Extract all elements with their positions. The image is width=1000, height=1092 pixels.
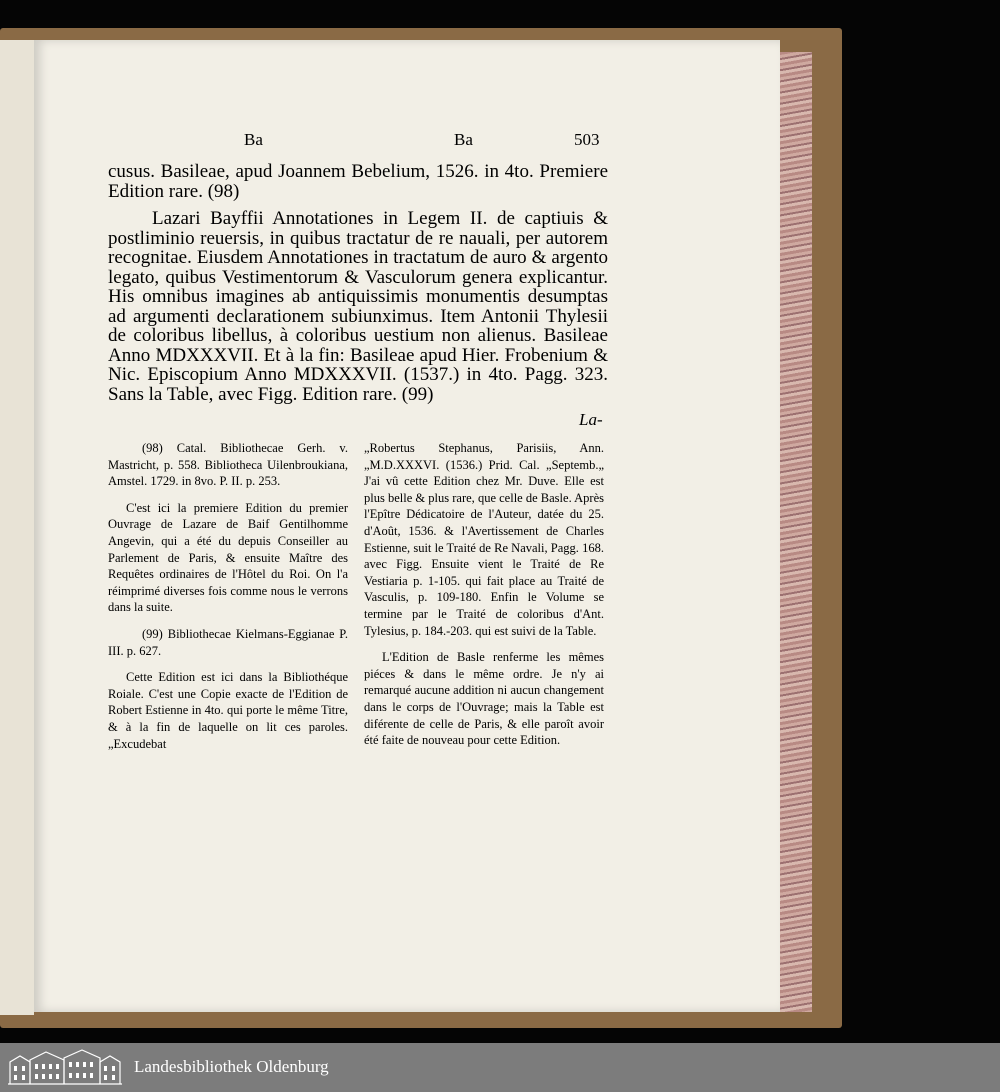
library-name[interactable]: Landesbibliothek Oldenburg	[134, 1057, 329, 1076]
note-99: (99) Bibliothecae Kielmans-Eggianae P. III. p. 627.	[108, 626, 348, 658]
main-paragraph-1: cusus. Basileae, apud Joannem Bebelium, 1526. in 4to. Premiere Edition rare. (98)	[108, 161, 608, 202]
header-center: Ba	[454, 130, 473, 149]
note-98: (98) Catal. Bibliothecae Gerh. v. Mastricht, p. 558. Bibliotheca Uilenbroukiana, Amstel. 1729. in 8vo. P. II. p. 253.	[108, 441, 348, 489]
library-building-icon	[6, 1048, 124, 1086]
main-text	[108, 162, 608, 412]
notes-left-column	[108, 440, 348, 762]
book-cover-edge	[812, 40, 838, 1015]
note-99-commentary: Cette Edition est ici dans la Bibliothéque Roiale. C'est une Copie exacte de l'Edition de Robert Estienne in 4to. qui porte le même Titre, & à la fin de laquelle on lit ces paroles. „Excudebat	[108, 670, 348, 751]
left-page-edge	[0, 40, 34, 1015]
catchword: La-	[579, 410, 603, 429]
marbled-page-edge	[780, 52, 812, 1012]
note-99-continuation: „Robertus Stephanus, Parisiis, Ann. „M.D.XXXVI. (1536.) Prid. Cal. „Septemb.„ J'ai vû cette Edition chez Mr. Duve. Elle est plus belle & plus rare, que celle de Basle. Après l'Epître Dédicatoire de l'Auteur, datée du 25. d'Août, 1536. & l'Avertissement de Charles Estienne, suit le Traité de Re Navali, Pagg. 168. avec Figg. Ensuite vient le Traité de Re Vestiaria p. 1-105. qui fait place au Traité de Vasculis, p. 109-180. Enfin le Volume se termine par le Traité de coloribus d'Ant. Tylesius, p. 184.-203. qui est suivi de la Table.	[364, 441, 604, 638]
note-98-commentary: C'est ici la premiere Edition du premier Ouvrage de Lazare de Baif Gentilhomme Angevin, qui a été du depuis Conseiller au Parlement de Paris, & ensuite Maître des Requêtes ordinaires de l'Hôtel du Roi. On l'a réimprimé diverses fois comme nous le verrons dans la suite.	[108, 500, 348, 615]
header-left: Ba	[244, 130, 263, 149]
main-paragraph-2: Lazari Bayffii Annotationes in Legem II. de captiuis & postliminio reuersis, in quibus tractatur de re nauali, per autorem recognitae. Eiusdem Annotationes in tractatum de auro & argento legato, quibus Vestimentorum & Vasculorum genera explicantur. His omnibus imagines ab antiquissimis monumentis desumptas ad argumenti declarationem subiunximus. Item Antonii Thylesii de coloribus libellus, à coloribus uestium non alienus. Basileae Anno MDXXXVII. Et à la fin: Basileae apud Hier. Frobenium & Nic. Episcopium Anno MDXXXVII. (1537.) in 4to. Pagg. 323. Sans la Table, avec Figg. Edition rare. (99)	[108, 208, 608, 405]
note-99-basle: L'Edition de Basle renferme les mêmes piéces & dans le même ordre. Je n'y ai remarqué aucune addition ni aucun changement dans le corps de l'Ouvrage; mais la Table est diférente de celle de Paris, & elle paroît avoir été faite de nouveau pour cette Edition.	[364, 650, 604, 748]
notes-right-column	[364, 440, 604, 759]
page-number: 503	[574, 130, 600, 149]
footer-bar	[0, 1043, 1000, 1092]
